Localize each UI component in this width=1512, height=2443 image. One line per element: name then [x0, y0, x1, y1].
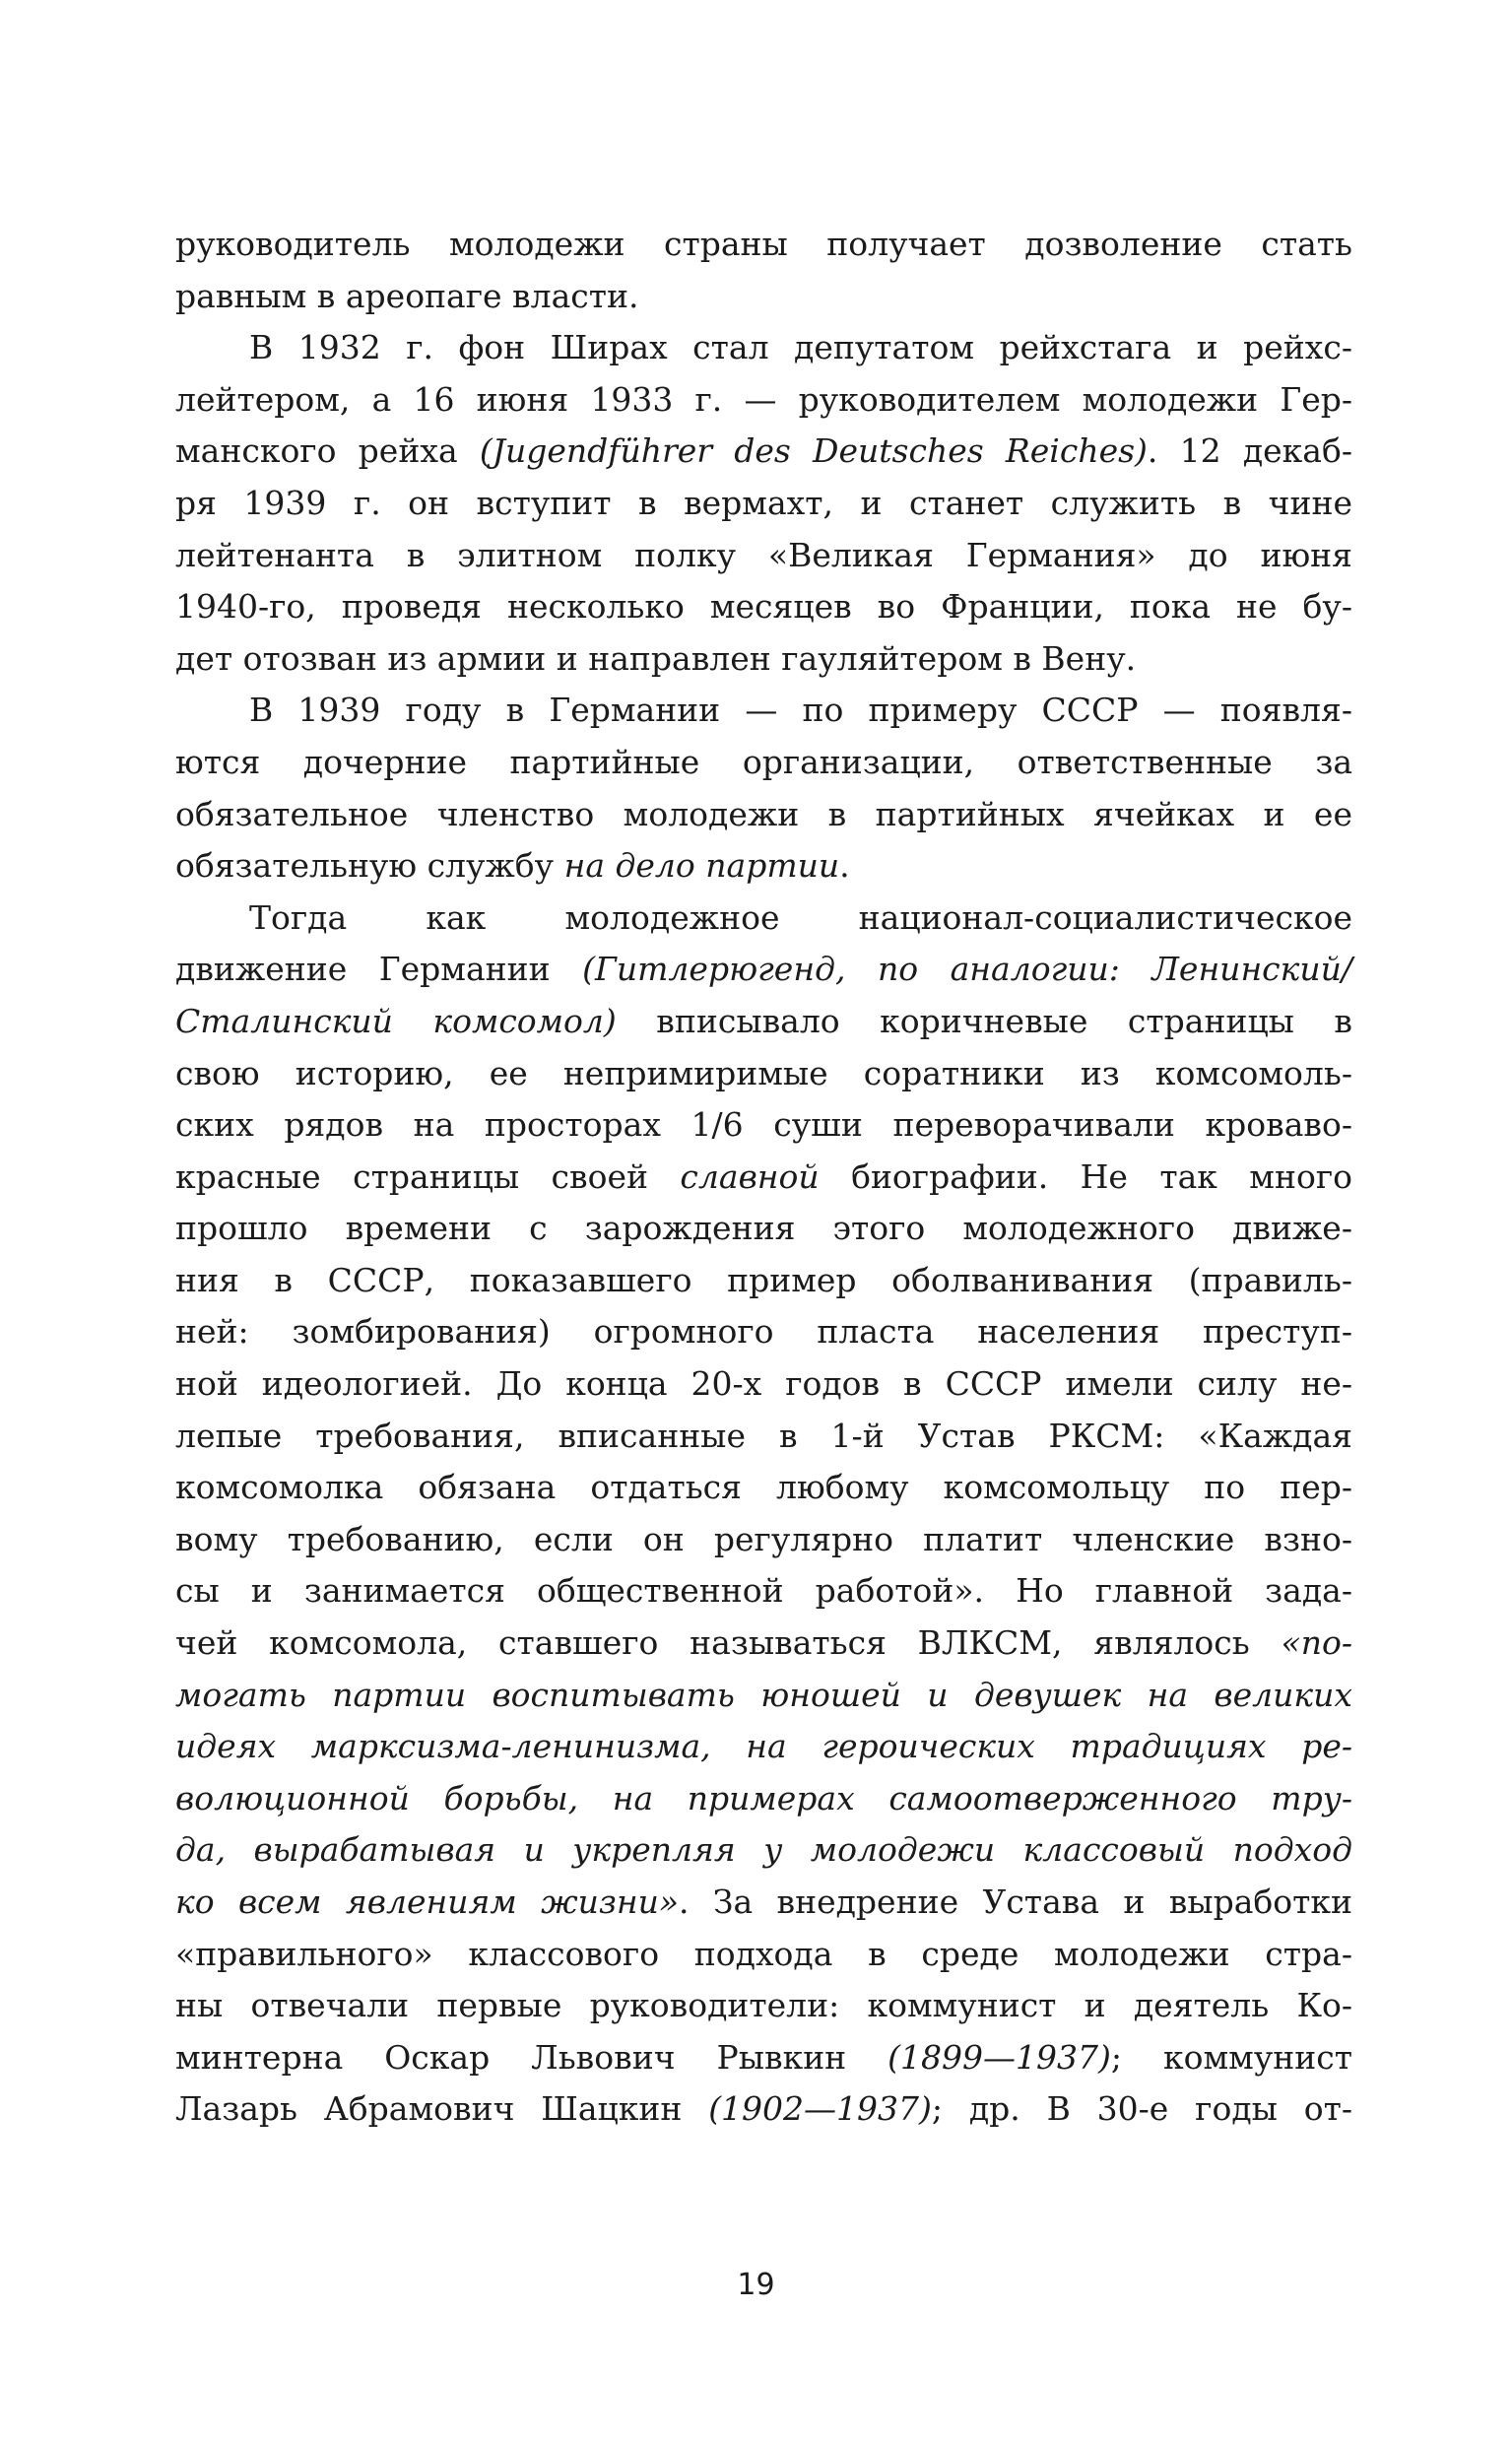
text-line [175, 1670, 1352, 1722]
italic-text: славной [680, 1156, 820, 1196]
text-segment: . 12 декаб- [1147, 431, 1352, 471]
text-line [175, 374, 1352, 427]
text-segment: дет отозван из армии и направлен гауляйтером в Вену. [175, 638, 1137, 678]
text-segment: движение Германии [175, 950, 583, 989]
body-text [175, 219, 1352, 2136]
text-line [175, 789, 1352, 841]
text-line [175, 271, 1352, 323]
text-segment: манского рейха [175, 431, 480, 471]
text-segment: комсомолка обязана отдаться любому комсомольцу по пер- [175, 1468, 1352, 1507]
text-line [175, 737, 1352, 789]
text-line [175, 1514, 1352, 1566]
text-line [175, 892, 1352, 945]
text-line [175, 996, 1352, 1048]
italic-text: да, вырабатывая и укрепляя у молодежи классовый подход [175, 1830, 1352, 1870]
text-line [175, 1411, 1352, 1463]
text-segment: ских рядов на просторах 1/6 суши переворачивали кроваво- [175, 1105, 1352, 1145]
text-line [175, 1048, 1352, 1100]
text-segment: свою историю, ее непримиримые соратники из комсомоль- [175, 1053, 1352, 1092]
italic-text: (1899—1937) [887, 2037, 1111, 2077]
text-segment: . [839, 846, 850, 886]
text-segment: руководитель молодежи страны получает дозволение стать [175, 225, 1352, 263]
text-line [175, 581, 1352, 633]
text-line [175, 2083, 1352, 2136]
text-line [175, 2032, 1352, 2084]
text-segment: ния в СССР, показавшего пример оболванивания (правиль- [175, 1260, 1352, 1299]
text-line [175, 530, 1352, 582]
text-segment: лейтером, а 16 июня 1933 г. — руководителем молодежи Гер- [175, 379, 1352, 419]
text-segment: ; коммунист [1110, 2037, 1352, 2077]
text-segment: прошло времени с зарождения этого молодежного движе- [175, 1209, 1352, 1248]
text-line [175, 840, 1352, 892]
italic-text: ко всем явлениям жизни» [175, 1882, 680, 1921]
italic-text: могать партии воспитывать юношей и девушек на великих [175, 1675, 1352, 1714]
text-segment: Тогда как молодежное национал-социалистическое [249, 897, 1352, 937]
text-line [175, 944, 1352, 996]
text-segment: «правильного» классового подхода в среде молодежи стра- [175, 1934, 1352, 1973]
text-segment: 1940-го, проведя несколько месяцев во Франции, пока не бу- [175, 587, 1352, 627]
italic-text: волюционной борьбы, на примерах самоотверженного тру- [175, 1778, 1352, 1817]
text-segment: сы и занимается общественной работой». Но главной зада- [175, 1571, 1352, 1611]
text-segment: минтерна Оскар Львович Рывкин [175, 2037, 888, 2077]
text-line [175, 633, 1352, 686]
text-line [175, 1565, 1352, 1618]
text-line [175, 426, 1352, 478]
text-segment: ; др. В 30-е годы от- [931, 2089, 1352, 2129]
text-line [175, 1255, 1352, 1307]
text-line [175, 1358, 1352, 1411]
italic-text: «по- [1281, 1623, 1352, 1663]
text-line [175, 1721, 1352, 1773]
text-line [175, 1877, 1352, 1929]
text-line [175, 1618, 1352, 1670]
italic-text: (Гитлерюгенд, по аналогии: Ленинский/ [582, 950, 1352, 989]
text-segment: ря 1939 г. он вступит в вермахт, и станет служить в чине [175, 483, 1352, 522]
text-segment: обязательную службу [175, 846, 564, 886]
text-segment: В 1939 году в Германии — по примеру СССР — появля- [249, 691, 1352, 730]
text-line [175, 685, 1352, 737]
text-segment: равным в ареопаге власти. [175, 276, 639, 315]
text-line [175, 1929, 1352, 1981]
text-segment: вписывало коричневые страницы в [616, 1001, 1352, 1040]
text-segment: чей комсомола, ставшего называться ВЛКСМ, являлось [175, 1623, 1282, 1663]
text-line [175, 1099, 1352, 1152]
text-segment: ней: зомбирования) огромного пласта населения преступ- [175, 1312, 1352, 1352]
text-line [175, 1980, 1352, 2032]
text-line [175, 1773, 1352, 1825]
text-segment: красные страницы своей [175, 1156, 681, 1196]
text-line [175, 1203, 1352, 1255]
text-line [175, 478, 1352, 530]
text-segment: вому требованию, если он регулярно платит членские взно- [175, 1519, 1352, 1558]
text-line [175, 1306, 1352, 1358]
text-segment: . За внедрение Устава и выработки [679, 1882, 1352, 1921]
text-segment: ются дочерние партийные организации, ответственные за [175, 742, 1352, 781]
text-segment: ной идеологией. До конца 20-х годов в СССР имели силу не- [175, 1364, 1352, 1404]
italic-text: (1902—1937) [708, 2089, 932, 2129]
italic-text: на дело партии [563, 846, 840, 886]
text-segment: лепые требования, вписанные в 1-й Устав РКСМ: «Каждая [175, 1416, 1352, 1455]
italic-text: (Jugendführer des Deutsches Reiches) [479, 431, 1148, 471]
italic-text: Сталинский комсомол) [175, 1001, 617, 1040]
text-line [175, 1824, 1352, 1877]
text-segment: лейтенанта в элитном полку «Великая Германия» до июня [175, 535, 1352, 574]
text-line [175, 1462, 1352, 1514]
text-segment: Лазарь Абрамович Шацкин [175, 2089, 709, 2129]
text-line [175, 322, 1352, 374]
italic-text: идеях марксизма-ленинизма, на героических традициях ре- [175, 1727, 1352, 1766]
text-segment: биографии. Не так много [819, 1156, 1352, 1196]
text-line [175, 1152, 1352, 1204]
text-line [175, 219, 1352, 271]
text-segment: обязательное членство молодежи в партийных ячейках и ее [175, 794, 1352, 833]
text-segment: ны отвечали первые руководители: коммунист и деятель Ко- [175, 1986, 1352, 2025]
page-number: 19 [737, 2268, 775, 2302]
text-segment: В 1932 г. фон Ширах стал депутатом рейхстага и рейхс- [249, 328, 1352, 367]
